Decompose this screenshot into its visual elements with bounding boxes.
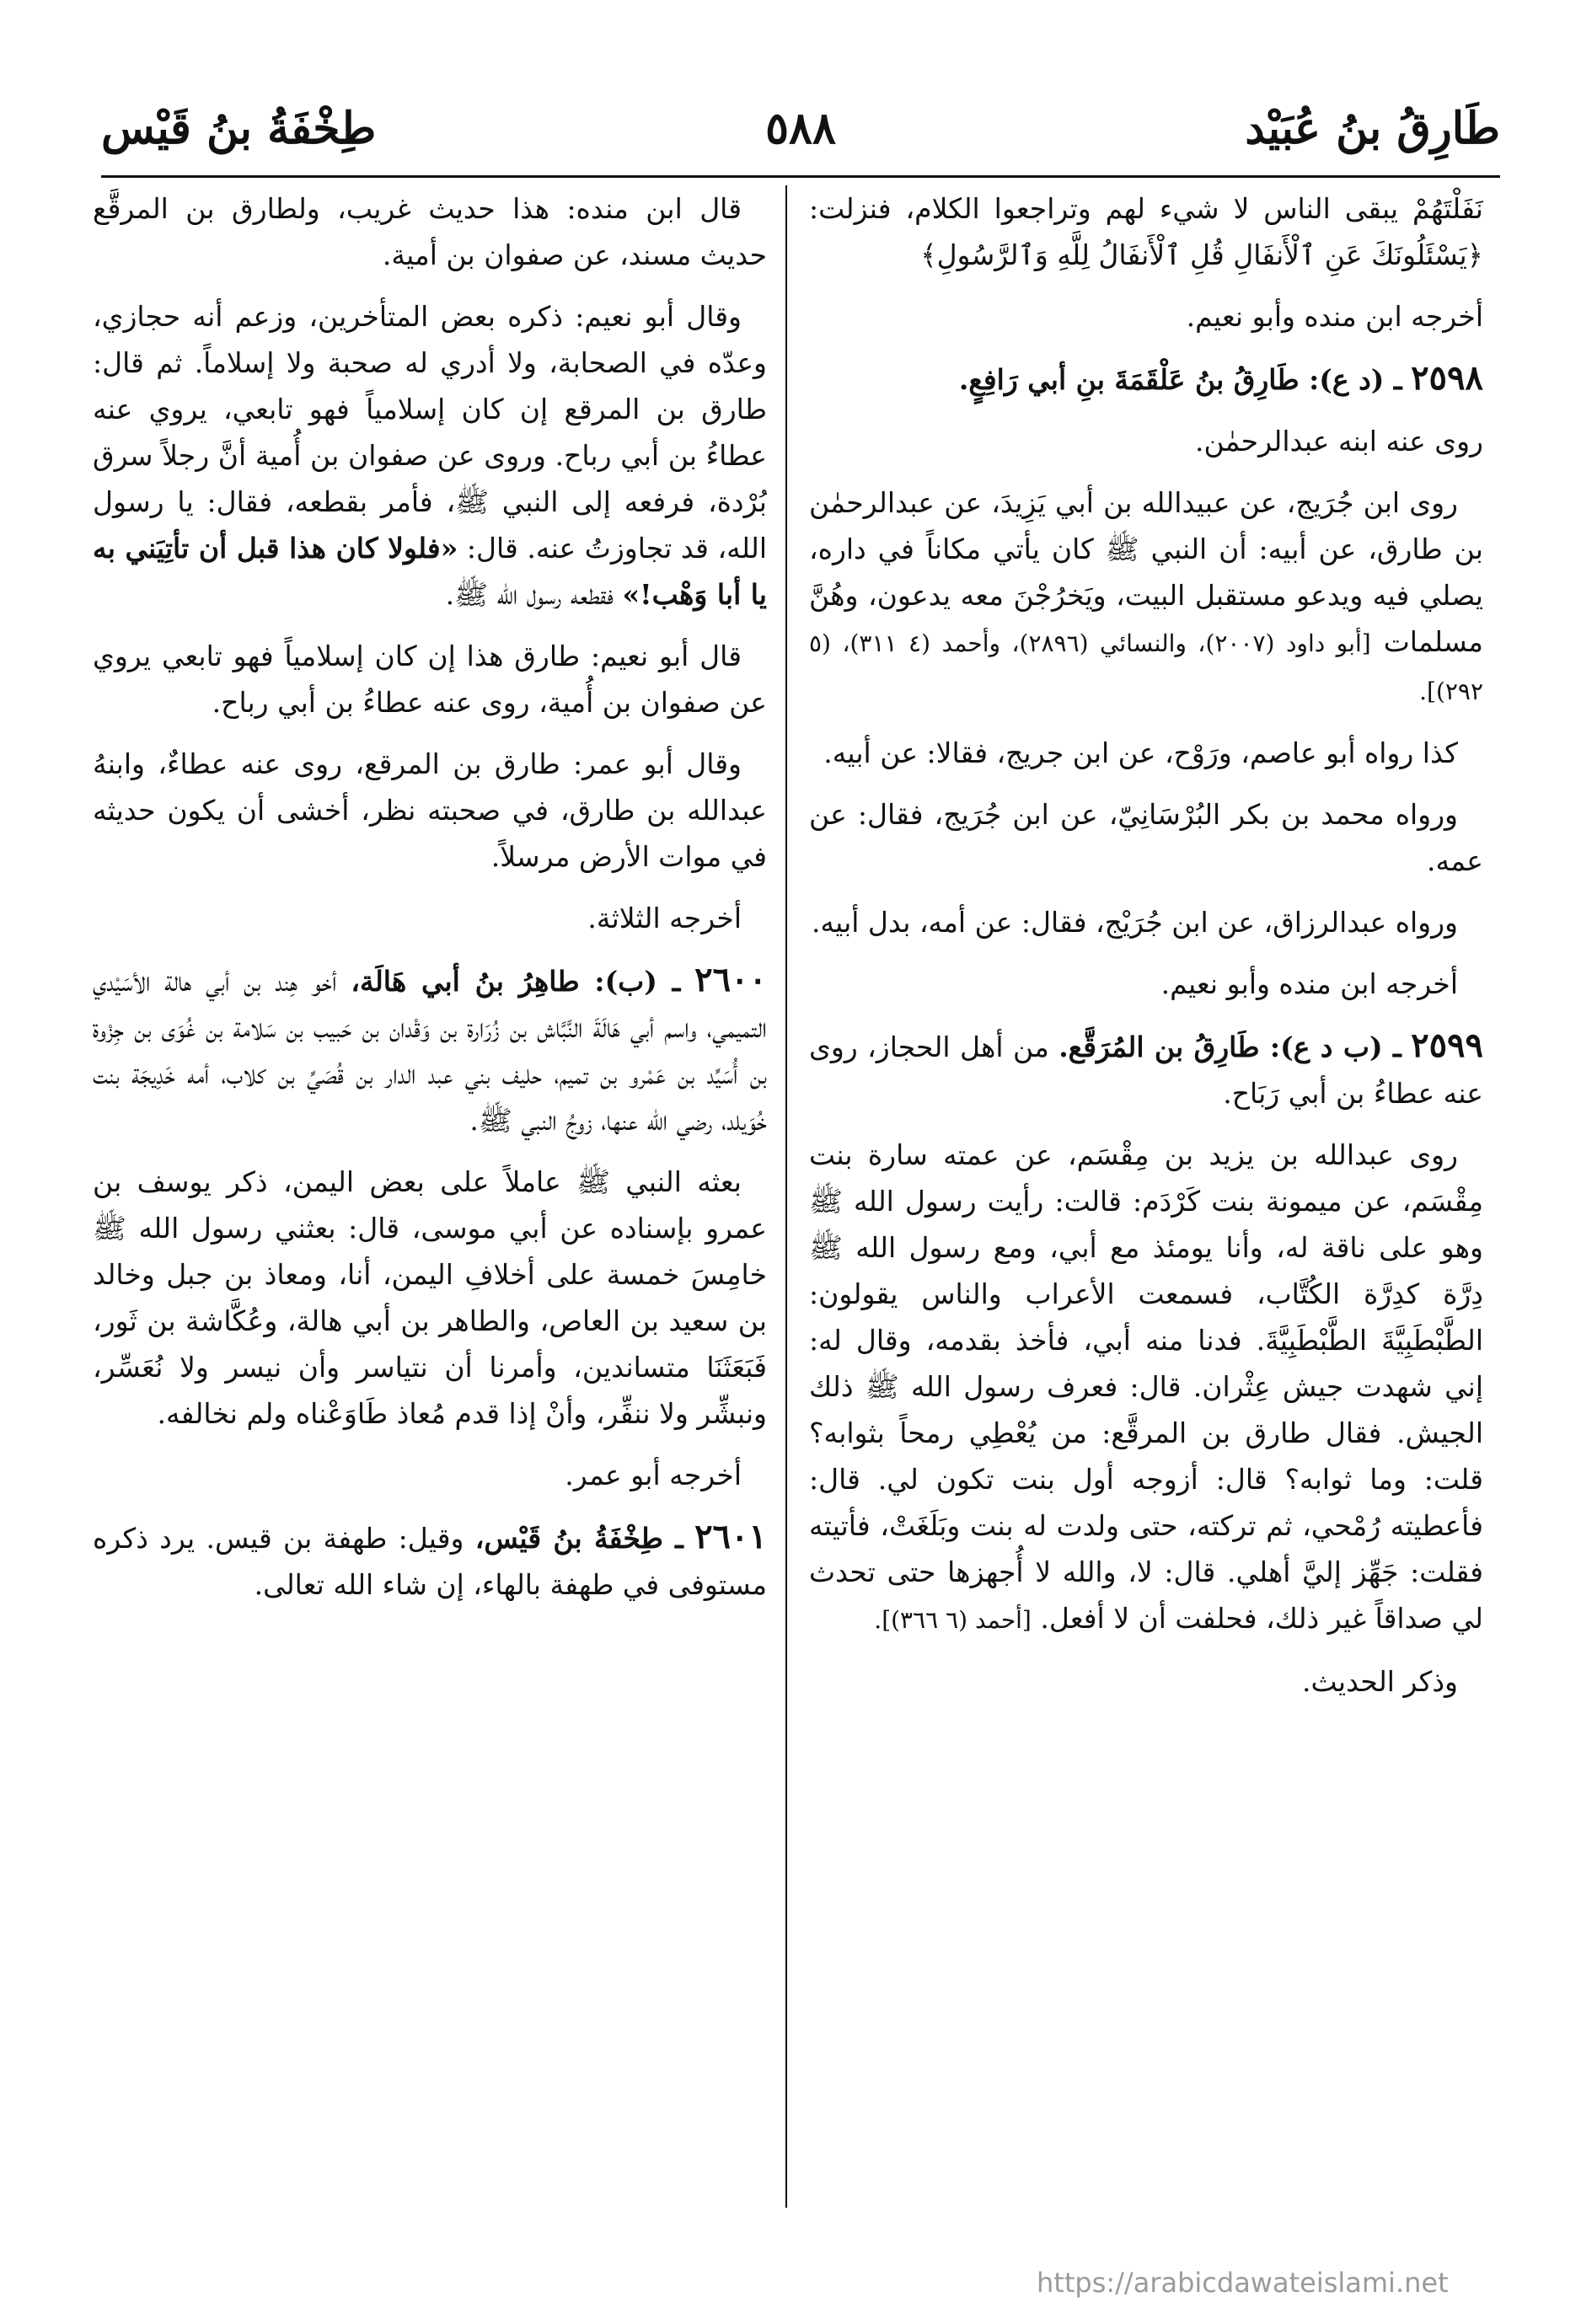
- paragraph: كذا رواه أبو عاصم، ورَوْح، عن ابن جريج، فقالا: عن أبيه.: [823, 736, 1458, 769]
- paragraph: [809, 479, 1483, 715]
- entry-2600: [93, 956, 767, 1143]
- paragraph-text: روى عبدالله بن يزيد بن مِقْسَم، عن عمته سارة بنت مِقْسَم، عن ميمونة بنت كَرْدَم: قالت: رأيت رسول الله ﷺ وهو على ناقة له، وأنا يومئذ مع أبي، ومع رسول الله ﷺ دِرَّة كدِرَّة الكُتَّاب، فسمعت الأعراب والناس يقولون: الطَّبْطَبِيَّةَ الطَّبْطَبِيَّةَ. فدنا منه أبي، فأخذ بقدمه، وقال له: إني شهدت جيش عِثْران. قال: فعرف رسول الله ﷺ ذلك الجيش. فقال طارق بن المرقَّع: من يُعْطِي رمحاً بثوابه؟ قلت: وما ثوابه؟ قال: أزوجه أول بنت تكون لي. قال: فأعطيته رُمْحي، ثم تركته، حتى ولدت له بنت وبَلَغَتْ، فأتيته فقلت: جَهِّز إليَّ أهلي. قال: لا، والله لا أُجهزها حتى تحدث لي صداقاً غير ذلك، فحلفت أن لا أفعل.: [809, 1138, 1483, 1635]
- watermark-url: https://arabicdawateislami.net: [1037, 2267, 1449, 2299]
- paragraph: أخرجه أبو عمر.: [565, 1459, 742, 1491]
- entry-2599: [809, 1022, 1483, 1116]
- entry-heading: ـ طِخْفَةُ بنُ قَيْس،: [474, 1522, 683, 1555]
- running-title-right: طَارِقُ بنُ عُبَيْد: [1245, 103, 1500, 154]
- paragraph-text: روى ابن جُرَيج، عن عبيدالله بن أبي يَزِيدَ، عن عبدالرحمٰن بن طارق، عن أبيه: أن النبي ﷺ كان يأتي مكاناً في داره، يصلي فيه ويدعو مستقبل البيت، ويَخرُجْنَ معه يدعون، وهُنَّ مسلمات: [809, 486, 1483, 658]
- entry-number: ٢٦٠١: [694, 1517, 767, 1556]
- paragraph-text: فقطعه رسول الله ﷺ.: [445, 578, 614, 611]
- paragraph: نَفَلْتَهُمْ يبقى الناس لا شيء لهم وتراجعوا الكلام، فنزلت: ﴿يَسْئَلُونَكَ عَنِ ٱلْأَنفَالِ قُلِ ٱلْأَنفَالُ لِلَّهِ وَٱلرَّسُولِ﴾: [809, 192, 1483, 271]
- citation: [أبو داود (٢٠٠٧)، والنسائي (٢٨٩٦)، وأحمد (٤ ٣١١)، (٥ ٢٩٢)].: [809, 629, 1483, 705]
- paragraph: وقال أبو عمر: طارق بن المرقع، روى عنه عطاءٌ، وابنهُ عبدالله بن طارق، في صحبته نظر، أخشى أن يكون حديثه في موات الأرض مرسلاً.: [93, 747, 767, 873]
- paragraph: قال أبو نعيم: طارق هذا إن كان إسلامياً فهو تابعي يروي عن صفوان بن أُمية، روى عنه عطاءُ بن أبي رباح.: [93, 640, 767, 719]
- page-header: [101, 99, 1500, 178]
- paragraph: بعثه النبي ﷺ عاملاً على بعض اليمن، ذكر يوسف بن عمرو بإسناده عن أبي موسى، قال: بعثني رسول الله ﷺ خامِسَ خمسة على أخلافِ اليمن، أنا، ومعاذ بن جبل وخالد بن سعيد بن العاص، والطاهر بن أبي هالة، وعُكَّاشة بن ثَور، فَبَعَثَنَا متساندين، وأمرنا أن نتياسر وأن نيسر ولا نُعَسِّر، ونبشِّر ولا ننفِّر، وأنْ إذا قدم مُعاذ طَاوَعْناه ولم نخالفه.: [93, 1165, 767, 1430]
- entry-2601: [93, 1513, 767, 1608]
- paragraph: وذكر الحديث.: [1302, 1665, 1458, 1698]
- running-title-left: طِخْفَةُ بنُ قَيْس: [101, 103, 377, 154]
- column-divider: [785, 185, 787, 2208]
- entry-heading: ـ (د ع): طَارِقُ بنُ عَلْقَمَةَ بنِ أبي رَافِعٍ.: [958, 363, 1402, 396]
- entry-number: ٢٦٠٠: [694, 960, 767, 999]
- right-column: [809, 185, 1483, 2233]
- entry-text: من أهل الحجاز، روى عنه عطاءُ بن أبي رَبَاح.: [809, 1031, 1483, 1110]
- paragraph: ورواه محمد بن بكر البُرْسَانِيّ، عن ابن جُرَيج، فقال: عن عمه.: [809, 798, 1483, 877]
- entry-text: أخو هِند بن أبي هالة الأسَيْدي التميمي، واسم أبي هَالَةَ النَّبَّاش بن زُرَارة بن وَقْدان بن حَبيب بن سَلامة بن غُوَى بن جِزْوة بن أُسَيِّد بن عَمْرو بن تميم، حليف بني عبد الدار بن قُصَيِّ بن كلاب، أمه خَدِيجَة بنت خُوَيلد، رضي الله عنها، زوجُ النبي ﷺ.: [93, 965, 767, 1137]
- entry-number: ٢٥٩٩: [1411, 1025, 1483, 1065]
- paragraph: ورواه عبدالرزاق، عن ابن جُرَيْج، فقال: عن أمه، بدل أبيه.: [811, 906, 1458, 939]
- paragraph: قال ابن منده: هذا حديث غريب، ولطارق بن المرقَّع حديث مسند، عن صفوان بن أمية.: [93, 192, 767, 271]
- paragraph: أخرجه ابن منده وأبو نعيم.: [1160, 967, 1458, 1000]
- entry-2598: [809, 355, 1483, 403]
- hadith-quote: «فلولا كان هذا قبل أن تأتِيَني به يا أبا وَهْب!»: [93, 532, 767, 611]
- paragraph: روى عنه ابنه عبدالرحمٰن.: [1194, 425, 1483, 458]
- entry-heading: ـ (ب): طاهِرُ بنُ أبي هَالَة،: [351, 965, 681, 998]
- entry-text: وقيل: طهفة بن قيس. يرد ذكره مستوفى في طهفة بالهاء، إن شاء الله تعالى.: [93, 1522, 767, 1601]
- page-number: ٥٨٨: [765, 103, 836, 154]
- left-column: [93, 185, 767, 2233]
- entry-number: ٢٥٩٨: [1411, 358, 1483, 398]
- paragraph-text: وقال أبو نعيم: ذكره بعض المتأخرين، وزعم أنه حجازي، وعدّه في الصحابة، ولا أدري له صحبة ولا إسلاماً. ثم قال: طارق بن المرقع إن كان إسلامياً فهو تابعي، يروي عنه عطاءُ بن أبي رباح. وروى عن صفوان بن أُمية أنَّ رجلاً سرق بُرْدة، فرفعه إلى النبي ﷺ، فأمر بقطعه، فقال: يا رسول الله، قد تجاوزتُ عنه. قال:: [93, 300, 767, 565]
- paragraph: [93, 293, 767, 618]
- citation: [أحمد (٦ ٣٦٦)].: [874, 1606, 1032, 1634]
- paragraph: أخرجه ابن منده وأبو نعيم.: [1186, 300, 1483, 333]
- paragraph: أخرجه الثلاثة.: [587, 902, 742, 934]
- paragraph: [809, 1132, 1483, 1643]
- entry-heading: ـ (ب د ع): طَارِقُ بن المُرَقَّع.: [1058, 1031, 1401, 1063]
